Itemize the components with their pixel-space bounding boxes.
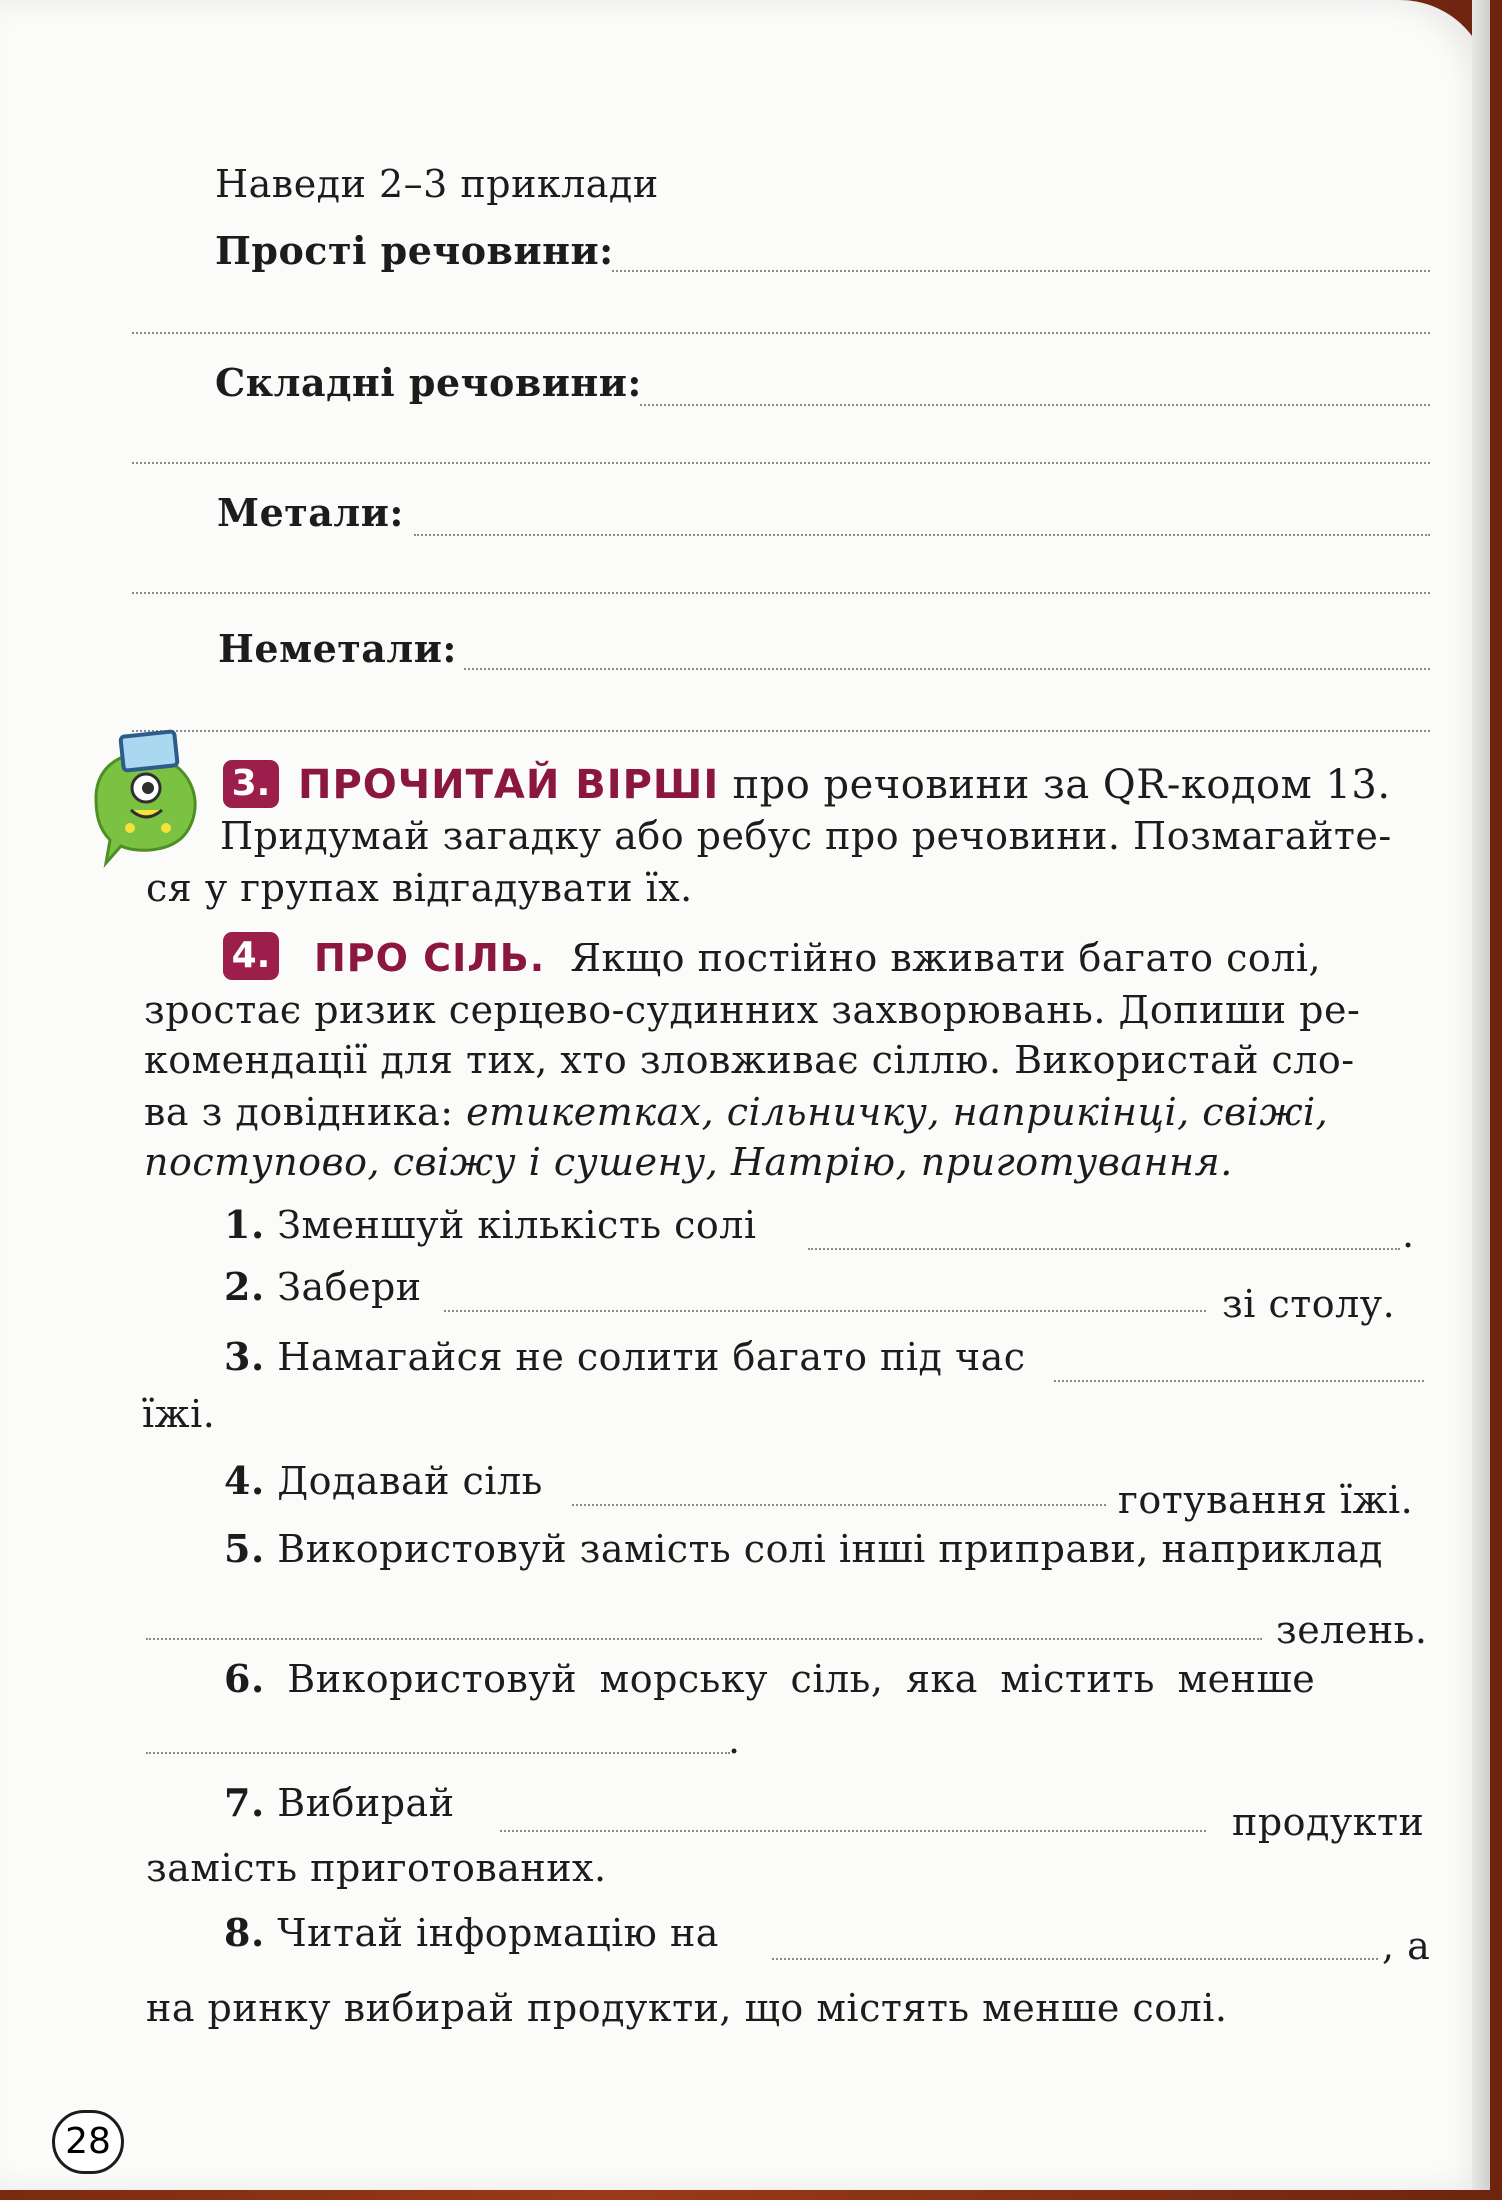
task-3-line-1	[298, 762, 1391, 808]
metals-answer-line-2[interactable]	[132, 592, 1430, 594]
item-4-end: готування їжі.	[1118, 1478, 1414, 1522]
item-4-number: 4.	[224, 1458, 265, 1503]
simple-substances-answer-line-1[interactable]	[612, 270, 1430, 272]
task-4-line-1	[314, 936, 1321, 980]
task-3-line-3: ся у групах відгадувати їх.	[146, 866, 693, 910]
item-3-number: 3.	[224, 1334, 265, 1379]
task-4-heading: ПРО СІЛЬ.	[314, 936, 546, 980]
nonmetals-answer-line-1[interactable]	[464, 668, 1430, 670]
task-4-line-4-plain: ва з довідника:	[144, 1090, 454, 1134]
nonmetals-answer-line-2[interactable]	[132, 730, 1430, 732]
item-1-number: 1.	[224, 1202, 265, 1247]
metals-answer-line-1[interactable]	[414, 534, 1430, 536]
item-8-answer-line[interactable]	[772, 1958, 1378, 1960]
item-3	[224, 1334, 1026, 1379]
item-1-end: .	[1402, 1212, 1415, 1256]
item-1-answer-line[interactable]	[808, 1248, 1400, 1250]
item-1-text: Зменшуй кількість солі	[277, 1203, 757, 1247]
item-8-text: Читай інформацію на	[277, 1911, 719, 1955]
item-6-number: 6.	[224, 1656, 265, 1701]
item-4-answer-line[interactable]	[572, 1504, 1106, 1506]
complex-substances-label: Складні речовини:	[215, 360, 642, 405]
item-8-continuation: на ринку вибирай продукти, що містять менше солі.	[146, 1986, 1228, 2030]
complex-substances-answer-line-1[interactable]	[640, 404, 1430, 406]
simple-substances-answer-line-2[interactable]	[132, 332, 1430, 334]
task-3-line-2: Придумай загадку або ребус про речовини. Позмагайте-	[220, 814, 1392, 858]
item-7-text: Вибирай	[277, 1781, 455, 1825]
item-5-number: 5.	[224, 1526, 265, 1571]
task-4-line-1-rest: Якщо постійно вживати багато солі,	[570, 936, 1322, 980]
task-3-badge: 3.	[223, 760, 279, 808]
nonmetals-label: Неметали:	[218, 626, 457, 671]
page-number: 28	[52, 2110, 124, 2174]
item-6-end: .	[728, 1718, 741, 1762]
item-3-answer-line[interactable]	[1054, 1380, 1424, 1382]
item-8-end: , а	[1382, 1924, 1431, 1968]
item-6-text: Використовуй морську сіль, яка містить менше	[287, 1657, 1316, 1701]
item-7-number: 7.	[224, 1780, 265, 1825]
item-2-answer-line[interactable]	[444, 1310, 1206, 1312]
examples-intro: Наведи 2–3 приклади	[215, 162, 659, 206]
item-3-continuation: їжі.	[142, 1392, 216, 1436]
item-2-end: зі столу.	[1222, 1282, 1396, 1326]
item-6	[224, 1656, 1315, 1701]
task-3-heading: ПРОЧИТАЙ ВІРШІ	[298, 762, 720, 808]
item-2-text: Забери	[277, 1265, 422, 1309]
item-4-text: Додавай сіль	[277, 1459, 543, 1503]
task-4-word-bank-2: поступово, свіжу і сушену, Натрію, приготування.	[144, 1140, 1233, 1184]
item-5	[224, 1526, 1383, 1571]
task-4-badge: 4.	[223, 932, 279, 980]
item-4	[224, 1458, 543, 1503]
item-8-number: 8.	[224, 1910, 265, 1955]
item-5-answer-line[interactable]	[146, 1638, 1262, 1640]
item-7-continuation: замість приготованих.	[146, 1846, 607, 1890]
item-3-text: Намагайся не солити багато під час	[277, 1335, 1026, 1379]
item-1	[224, 1202, 757, 1247]
task-4-word-bank-1: етикетках, сільничку, наприкінці, свіжі,	[466, 1090, 1329, 1134]
item-7-end: продукти	[1232, 1800, 1425, 1844]
simple-substances-label: Прості речовини:	[215, 228, 614, 273]
item-2-number: 2.	[224, 1264, 265, 1309]
item-6-answer-line[interactable]	[146, 1752, 730, 1754]
item-8	[224, 1910, 719, 1955]
item-7	[224, 1780, 455, 1825]
complex-substances-answer-line-2[interactable]	[132, 462, 1430, 464]
task-3-line-1-rest: про речовини за QR-кодом 13.	[732, 762, 1391, 808]
page-edge	[1472, 0, 1490, 2190]
metals-label: Метали:	[217, 490, 404, 535]
item-7-answer-line[interactable]	[500, 1830, 1206, 1832]
item-5-end: зелень.	[1276, 1608, 1428, 1652]
task-4-line-4	[144, 1090, 1328, 1134]
item-5-text: Використовуй замість солі інші приправи, наприклад	[277, 1527, 1383, 1571]
item-2	[224, 1264, 422, 1309]
task-4-line-3: комендації для тих, хто зловживає сіллю. Використай сло-	[144, 1038, 1355, 1082]
mascot-icon	[76, 728, 216, 868]
task-4-line-2: зростає ризик серцево-судинних захворювань. Допиши ре-	[144, 988, 1361, 1032]
